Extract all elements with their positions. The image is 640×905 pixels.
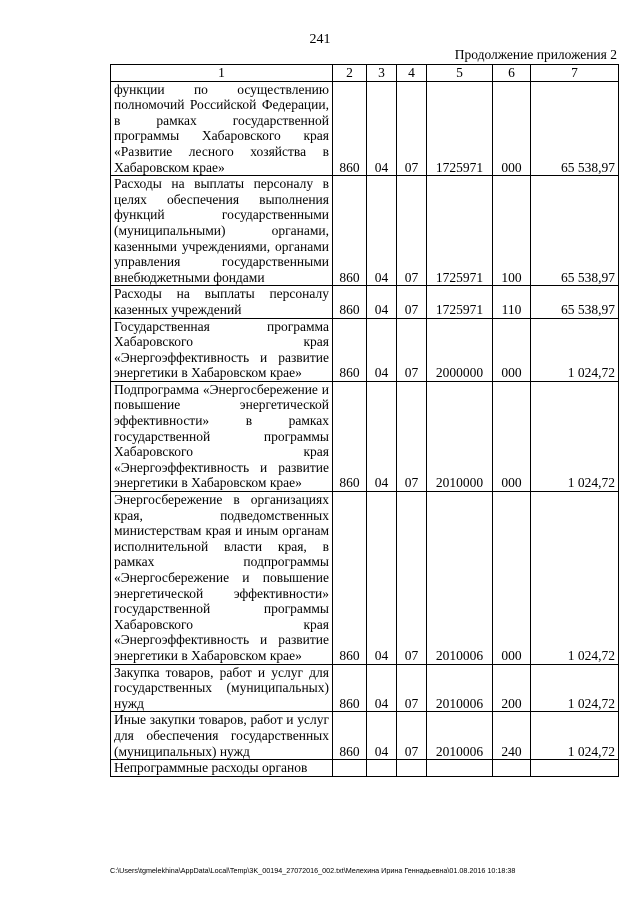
- row-name-cell: функции по осуществлению полномочий Российской Федерации, в рамках государственной программы Хабаровского края «Развитие лесного хозяйства в Хабаровском крае»: [111, 81, 333, 176]
- amount-cell: 65 538,97: [531, 176, 619, 286]
- row-name-cell: Расходы на выплаты персоналу казенных учреждений: [111, 286, 333, 318]
- subsection-cell: 07: [397, 492, 427, 665]
- amount-cell: 1 024,72: [531, 318, 619, 381]
- amount-cell: 1 024,72: [531, 712, 619, 760]
- expense-type-cell: 000: [493, 492, 531, 665]
- page-number: 241: [309, 32, 331, 47]
- subsection-cell: 07: [397, 286, 427, 318]
- expense-type-cell: 100: [493, 176, 531, 286]
- subsection-cell: 07: [397, 176, 427, 286]
- table-row: [111, 318, 619, 381]
- admin-code-cell: [333, 760, 367, 777]
- table-row: [111, 286, 619, 318]
- column-header: 4: [397, 65, 427, 82]
- section-cell: 04: [367, 176, 397, 286]
- target-article-cell: 2000000: [427, 318, 493, 381]
- section-cell: 04: [367, 286, 397, 318]
- target-article-cell: 1725971: [427, 286, 493, 318]
- section-cell: 04: [367, 81, 397, 176]
- expense-type-cell: 200: [493, 664, 531, 712]
- target-article-cell: 2010006: [427, 664, 493, 712]
- expense-type-cell: 240: [493, 712, 531, 760]
- target-article-cell: 1725971: [427, 176, 493, 286]
- section-cell: 04: [367, 381, 397, 491]
- column-header: 2: [333, 65, 367, 82]
- subsection-cell: 07: [397, 712, 427, 760]
- expense-type-cell: 000: [493, 381, 531, 491]
- row-name-cell: Энергосбережение в организациях края, подведомственных министерствам края и иным органам исполнительной власти края, в рамках подпрограммы «Энергосбережение и повышение энергетической эффективности» государственной программы Хабаровского края «Энергоэффективность и развитие энергетики в Хабаровском крае»: [111, 492, 333, 665]
- admin-code-cell: 860: [333, 81, 367, 176]
- row-name-cell: Расходы на выплаты персоналу в целях обеспечения выполнения функций государственными (муниципальными) органами, казенными учреждениями, органами управления государственными внебюджетными фондами: [111, 176, 333, 286]
- column-header: 7: [531, 65, 619, 82]
- amount-cell: 65 538,97: [531, 286, 619, 318]
- table-row: [111, 81, 619, 176]
- subsection-cell: 07: [397, 381, 427, 491]
- section-cell: 04: [367, 492, 397, 665]
- section-cell: 04: [367, 712, 397, 760]
- target-article-cell: [427, 760, 493, 777]
- subsection-cell: 07: [397, 664, 427, 712]
- target-article-cell: 1725971: [427, 81, 493, 176]
- target-article-cell: 2010006: [427, 712, 493, 760]
- admin-code-cell: 860: [333, 176, 367, 286]
- admin-code-cell: 860: [333, 712, 367, 760]
- row-name-cell: Закупка товаров, работ и услуг для государственных (муниципальных) нужд: [111, 664, 333, 712]
- amount-cell: 65 538,97: [531, 81, 619, 176]
- column-header: 3: [367, 65, 397, 82]
- amount-cell: 1 024,72: [531, 664, 619, 712]
- column-header: 6: [493, 65, 531, 82]
- amount-cell: 1 024,72: [531, 492, 619, 665]
- table-row: [111, 176, 619, 286]
- table-header-row: [111, 65, 619, 82]
- expense-type-cell: 000: [493, 81, 531, 176]
- table-row: [111, 760, 619, 777]
- subsection-cell: 07: [397, 81, 427, 176]
- admin-code-cell: 860: [333, 492, 367, 665]
- section-cell: 04: [367, 664, 397, 712]
- budget-table: [110, 64, 619, 777]
- table-row: [111, 712, 619, 760]
- table-row: [111, 492, 619, 665]
- expense-type-cell: [493, 760, 531, 777]
- file-path-footer: C:\Users\tgmelekhina\AppData\Local\Temp\3K_00194_27072016_002.txt\Мелехина Ирина Геннадьевна\01.08.2016 10:18:38: [110, 866, 516, 875]
- subsection-cell: [397, 760, 427, 777]
- table-row: [111, 381, 619, 491]
- target-article-cell: 2010006: [427, 492, 493, 665]
- subsection-cell: 07: [397, 318, 427, 381]
- row-name-cell: Государственная программа Хабаровского края «Энергоэффективность и развитие энергетики в Хабаровском крае»: [111, 318, 333, 381]
- admin-code-cell: 860: [333, 381, 367, 491]
- amount-cell: [531, 760, 619, 777]
- section-cell: [367, 760, 397, 777]
- row-name-cell: Подпрограмма «Энергосбережение и повышение энергетической эффективности» в рамках государственной программы Хабаровского края «Энергоэффективность и развитие энергетики в Хабаровском крае»: [111, 381, 333, 491]
- admin-code-cell: 860: [333, 664, 367, 712]
- column-header: 1: [111, 65, 333, 82]
- admin-code-cell: 860: [333, 318, 367, 381]
- section-cell: 04: [367, 318, 397, 381]
- expense-type-cell: 110: [493, 286, 531, 318]
- table-row: [111, 664, 619, 712]
- column-header: 5: [427, 65, 493, 82]
- row-name-cell: Непрограммные расходы органов: [111, 760, 333, 777]
- continuation-label: Продолжение приложения 2: [454, 47, 617, 62]
- target-article-cell: 2010000: [427, 381, 493, 491]
- admin-code-cell: 860: [333, 286, 367, 318]
- amount-cell: 1 024,72: [531, 381, 619, 491]
- expense-type-cell: 000: [493, 318, 531, 381]
- row-name-cell: Иные закупки товаров, работ и услуг для обеспечения государственных (муниципальных) нужд: [111, 712, 333, 760]
